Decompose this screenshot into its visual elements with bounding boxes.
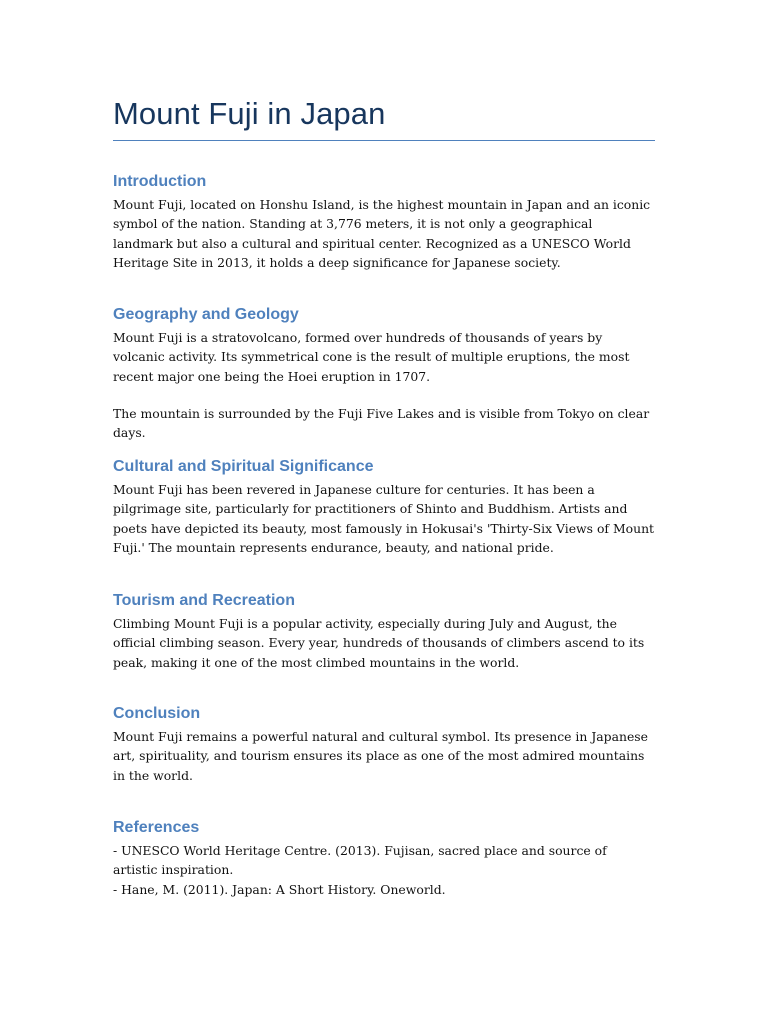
section-culture bbox=[113, 457, 655, 557]
section-conclusion bbox=[113, 704, 655, 785]
paragraph: Mount Fuji remains a powerful natural and cultural symbol. Its presence in Japanese art, spirituality, and tourism ensures its place as one of the most admired mountains in the world. bbox=[113, 729, 648, 783]
paragraph: Climbing Mount Fuji is a popular activity, especially during July and August, the official climbing season. Every year, hundreds of thousands of climbers ascend to its peak, making it one of the most climbed mountains in the world. bbox=[113, 616, 645, 670]
section-introduction bbox=[113, 172, 655, 272]
section-heading-introduction: Introduction bbox=[113, 173, 207, 190]
section-geography bbox=[113, 305, 655, 442]
section-tourism bbox=[113, 591, 655, 672]
reference-item: - Hane, M. (2011). Japan: A Short History. Oneworld. bbox=[113, 881, 446, 897]
section-heading-geography: Geography and Geology bbox=[113, 306, 299, 323]
paragraph: Mount Fuji has been revered in Japanese culture for centuries. It has been a pilgrimage site, particularly for practitioners of Shinto and Buddhism. Artists and poets have depicted its beauty, most famously in Hokusai's 'Thirty-Six Views of Mount Fuji.' The mountain represents endurance, beauty, and national pride. bbox=[113, 482, 655, 555]
document-page bbox=[113, 0, 655, 897]
paragraph: Mount Fuji, located on Honshu Island, is the highest mountain in Japan and an iconic symbol of the nation. Standing at 3,776 meters, it is not only a geographical landmark but also a cultural and spiritual center. Recognized as a UNESCO World Heritage Site in 2013, it holds a deep significance for Japanese society. bbox=[113, 197, 651, 270]
document-title: Mount Fuji in Japan bbox=[113, 96, 386, 131]
section-heading-culture: Cultural and Spiritual Significance bbox=[113, 458, 374, 475]
section-heading-conclusion: Conclusion bbox=[113, 705, 201, 722]
section-references bbox=[113, 818, 655, 899]
paragraph: Mount Fuji is a stratovolcano, formed over hundreds of thousands of years by volcanic activity. Its symmetrical cone is the result of multiple eruptions, the most recent major one being the Hoei eruption in 1707. bbox=[113, 330, 630, 384]
section-heading-tourism: Tourism and Recreation bbox=[113, 592, 295, 609]
reference-item: - UNESCO World Heritage Centre. (2013). Fujisan, sacred place and source of artistic inspiration. bbox=[113, 843, 607, 878]
section-heading-references: References bbox=[113, 819, 200, 836]
paragraph: The mountain is surrounded by the Fuji Five Lakes and is visible from Tokyo on clear days. bbox=[113, 405, 650, 441]
title-divider bbox=[113, 140, 655, 141]
